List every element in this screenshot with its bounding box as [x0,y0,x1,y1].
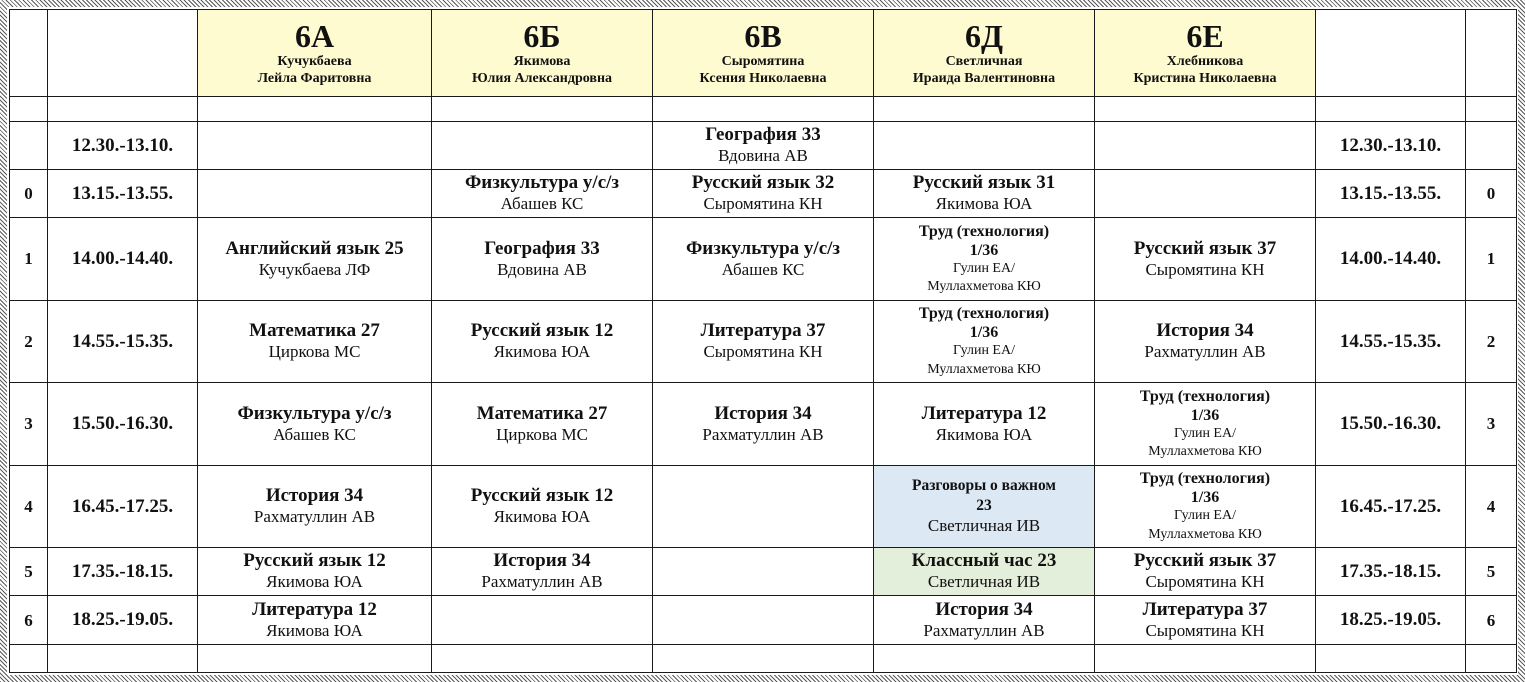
lesson-row [10,218,1517,300]
lesson-cell [874,121,1095,169]
teacher-name: Циркова МС [496,424,588,444]
lesson-time-right: 16.45.-17.25. [1316,465,1466,547]
teacher-name: Циркова МС [268,342,361,362]
teacher-name-2: Муллахметова КЮ [1148,444,1262,460]
lesson-cell [653,596,874,644]
lesson-number-right: 4 [1466,465,1517,547]
lesson-time: 14.00.-14.40. [48,218,198,300]
lesson-cell [198,383,432,465]
spacer-cell [48,96,198,121]
corner-cell [10,10,48,97]
lesson-cell [1095,121,1316,169]
subject-name: Классный час 23 [911,550,1057,572]
spacer-cell [1095,96,1316,121]
room-number: 1/36 [1190,489,1220,507]
lesson-time: 15.50.-16.30. [48,383,198,465]
lesson-cell [432,465,653,547]
spacer-cell [10,96,48,121]
spacer-cell [653,96,874,121]
class-header-3 [874,10,1095,97]
teacher-name: Рахматуллин АВ [253,507,376,527]
subject-name: Русский язык 37 [1133,550,1277,572]
teacher-name: Гулин ЕА/ [953,260,1015,276]
lesson-cell [653,548,874,596]
bottom-cell [198,644,432,672]
subject-name: Русский язык 12 [470,320,614,342]
lesson-row [10,465,1517,547]
teacher-name: Якимова ЮА [935,424,1033,444]
lesson-cell [432,596,653,644]
subject-name: География 33 [705,123,821,145]
lesson-number-right: 1 [1466,218,1517,300]
lesson-cell [874,383,1095,465]
subject-name: География 33 [484,237,600,259]
lesson-number-right [1466,121,1517,169]
class-teacher-name: Юлия Александровна [471,70,613,86]
subject-name: Математика 27 [249,320,380,342]
class-name: 6Б [523,18,561,55]
bottom-cell [653,644,874,672]
lesson-cell [432,218,653,300]
teacher-name: Сыромятина КН [1145,572,1265,592]
num-header-right [1466,10,1517,97]
subject-name: Труд (технология) [918,222,1050,240]
teacher-name-2: Муллахметова КЮ [927,361,1041,377]
subject-name: Литература 37 [1142,598,1268,620]
teacher-name: Вдовина АВ [497,259,587,279]
lesson-time-right: 14.00.-14.40. [1316,218,1466,300]
lesson-cell [198,218,432,300]
spacer-cell [1466,96,1517,121]
lesson-cell [1095,596,1316,644]
lesson-time: 18.25.-19.05. [48,596,198,644]
subject-name: Труд (технология) [1139,470,1271,488]
teacher-name: Кучукбаева ЛФ [258,259,371,279]
teacher-name: Якимова ЮА [266,572,363,592]
lesson-cell [1095,169,1316,217]
class-name: 6Д [964,18,1003,55]
lesson-row [10,169,1517,217]
lesson-cell [198,596,432,644]
lesson-cell [432,121,653,169]
teacher-name: Якимова ЮА [493,342,591,362]
class-name: 6А [294,18,335,55]
lesson-row [10,548,1517,596]
lesson-cell [653,300,874,382]
lesson-time-right: 17.35.-18.15. [1316,548,1466,596]
lesson-number-right: 5 [1466,548,1517,596]
lesson-cell [653,383,874,465]
lesson-number: 4 [10,465,48,547]
teacher-name: Якимова ЮА [493,507,591,527]
teacher-name: Гулин ЕА/ [953,343,1015,359]
lesson-cell [874,548,1095,596]
lesson-time: 17.35.-18.15. [48,548,198,596]
lesson-number: 5 [10,548,48,596]
class-teacher-name: Кристина Николаевна [1133,70,1277,86]
room-number: 1/36 [969,241,999,259]
teacher-name: Рахматуллин АВ [481,572,603,592]
subject-name: Физкультура у/с/з [464,172,620,194]
teacher-name: Светличная ИВ [927,516,1041,536]
lesson-number: 3 [10,383,48,465]
teacher-name-2: Муллахметова КЮ [927,279,1041,295]
class-teacher-name: Ираида Валентиновна [912,70,1056,86]
class-teacher-surname: Якимова [513,53,571,69]
lesson-time-right: 13.15.-13.55. [1316,169,1466,217]
lesson-number-right: 3 [1466,383,1517,465]
lesson-time-right: 12.30.-13.10. [1316,121,1466,169]
subject-name: Литература 37 [700,320,826,342]
lesson-cell [1095,465,1316,547]
subject-name: Математика 27 [476,402,608,424]
class-header-2 [653,10,874,97]
room-number: 1/36 [1190,406,1220,424]
subject-name: Английский язык 25 [225,237,404,259]
bottom-cell [1095,644,1316,672]
spacer-cell [198,96,432,121]
lesson-number [10,121,48,169]
teacher-name: Сыромятина КН [1145,259,1265,279]
bottom-cell [1316,644,1466,672]
lesson-number-right: 6 [1466,596,1517,644]
lesson-number-right: 0 [1466,169,1517,217]
lesson-cell [432,169,653,217]
class-teacher-name: Ксения Николаевна [699,70,827,86]
bottom-cell [48,644,198,672]
lesson-cell [874,596,1095,644]
subject-name: Русский язык 12 [243,550,386,572]
lesson-cell [198,548,432,596]
teacher-name: Гулин ЕА/ [1174,508,1236,524]
lesson-time: 13.15.-13.55. [48,169,198,217]
lesson-cell [198,300,432,382]
lesson-cell [874,465,1095,547]
room-number: 1/36 [969,324,999,342]
bottom-cell [432,644,653,672]
lesson-cell [653,169,874,217]
class-name: 6В [744,18,782,55]
lesson-cell [432,548,653,596]
teacher-name: Рахматуллин АВ [702,424,824,444]
class-teacher-surname: Хлебникова [1166,53,1244,69]
teacher-name: Сыромятина КН [1145,620,1265,640]
teacher-name: Абашев КС [721,259,805,279]
teacher-name-2: Муллахметова КЮ [1148,526,1262,542]
lesson-row [10,596,1517,644]
subject-name: Литература 12 [921,402,1047,424]
bottom-cell [1466,644,1517,672]
class-header-4 [1095,10,1316,97]
lesson-number: 2 [10,300,48,382]
room-number: 23 [976,497,992,515]
lesson-time-right: 14.55.-15.35. [1316,300,1466,382]
lesson-cell [1095,218,1316,300]
lesson-cell [432,300,653,382]
class-name: 6Е [1186,18,1224,55]
lesson-cell [198,465,432,547]
teacher-name: Якимова ЮА [266,620,363,640]
subject-name: История 34 [265,485,364,507]
teacher-name: Абашев КС [273,424,356,444]
schedule-table [9,9,1517,673]
lesson-time: 14.55.-15.35. [48,300,198,382]
lesson-number: 0 [10,169,48,217]
teacher-name: Вдовина АВ [718,145,808,165]
subject-name: Труд (технология) [1139,387,1271,405]
lesson-cell [874,169,1095,217]
subject-name: Русский язык 31 [912,172,1056,194]
subject-name: Русский язык 32 [691,172,835,194]
subject-name: Русский язык 12 [470,485,614,507]
lesson-cell [1095,300,1316,382]
lesson-cell [874,218,1095,300]
teacher-name: Гулин ЕА/ [1174,425,1236,441]
lesson-cell [874,300,1095,382]
subject-name: Разговоры о важном [911,476,1056,494]
bottom-cell [874,644,1095,672]
teacher-name: Абашев КС [500,194,584,214]
teacher-name: Сыромятина КН [703,342,823,362]
teacher-name: Рахматуллин АВ [923,620,1045,640]
spacer-cell [1316,96,1466,121]
lesson-number: 6 [10,596,48,644]
subject-name: История 34 [714,402,812,424]
teacher-name: Якимова ЮА [935,194,1033,214]
teacher-name: Светличная ИВ [927,572,1041,592]
time-header-right [1316,10,1466,97]
subject-name: Русский язык 37 [1133,237,1277,259]
spacer-cell [432,96,653,121]
lesson-cell [1095,383,1316,465]
subject-name: История 34 [493,550,591,572]
lesson-number-right: 2 [1466,300,1517,382]
subject-name: Физкультура у/с/з [685,237,841,259]
lesson-cell [198,121,432,169]
class-teacher-surname: Сыромятина [721,53,805,69]
lesson-cell [1095,548,1316,596]
lesson-cell [198,169,432,217]
class-teacher-surname: Светличная [945,53,1023,69]
subject-name: Труд (технология) [918,305,1050,323]
lesson-cell [653,465,874,547]
class-teacher-surname: Кучукбаева [277,53,352,69]
bottom-cell [10,644,48,672]
lesson-number: 1 [10,218,48,300]
lesson-time-right: 15.50.-16.30. [1316,383,1466,465]
lesson-cell [653,121,874,169]
bottom-row [10,644,1517,672]
lesson-row [10,383,1517,465]
class-header-0 [198,10,432,97]
lesson-row [10,300,1517,382]
lesson-time: 12.30.-13.10. [48,121,198,169]
lesson-cell [432,383,653,465]
class-teacher-name: Лейла Фаритовна [257,70,372,86]
lesson-time-right: 18.25.-19.05. [1316,596,1466,644]
teacher-name: Сыромятина КН [703,194,823,214]
spacer-cell [874,96,1095,121]
subject-name: История 34 [1156,320,1254,342]
teacher-name: Рахматуллин АВ [1144,342,1266,362]
class-header-1 [432,10,653,97]
subject-name: Литература 12 [252,598,377,620]
subject-name: Физкультура у/с/з [237,402,392,424]
subject-name: История 34 [935,598,1033,620]
time-header-cell [48,10,198,97]
lesson-time: 16.45.-17.25. [48,465,198,547]
lesson-row [10,121,1517,169]
lesson-cell [653,218,874,300]
